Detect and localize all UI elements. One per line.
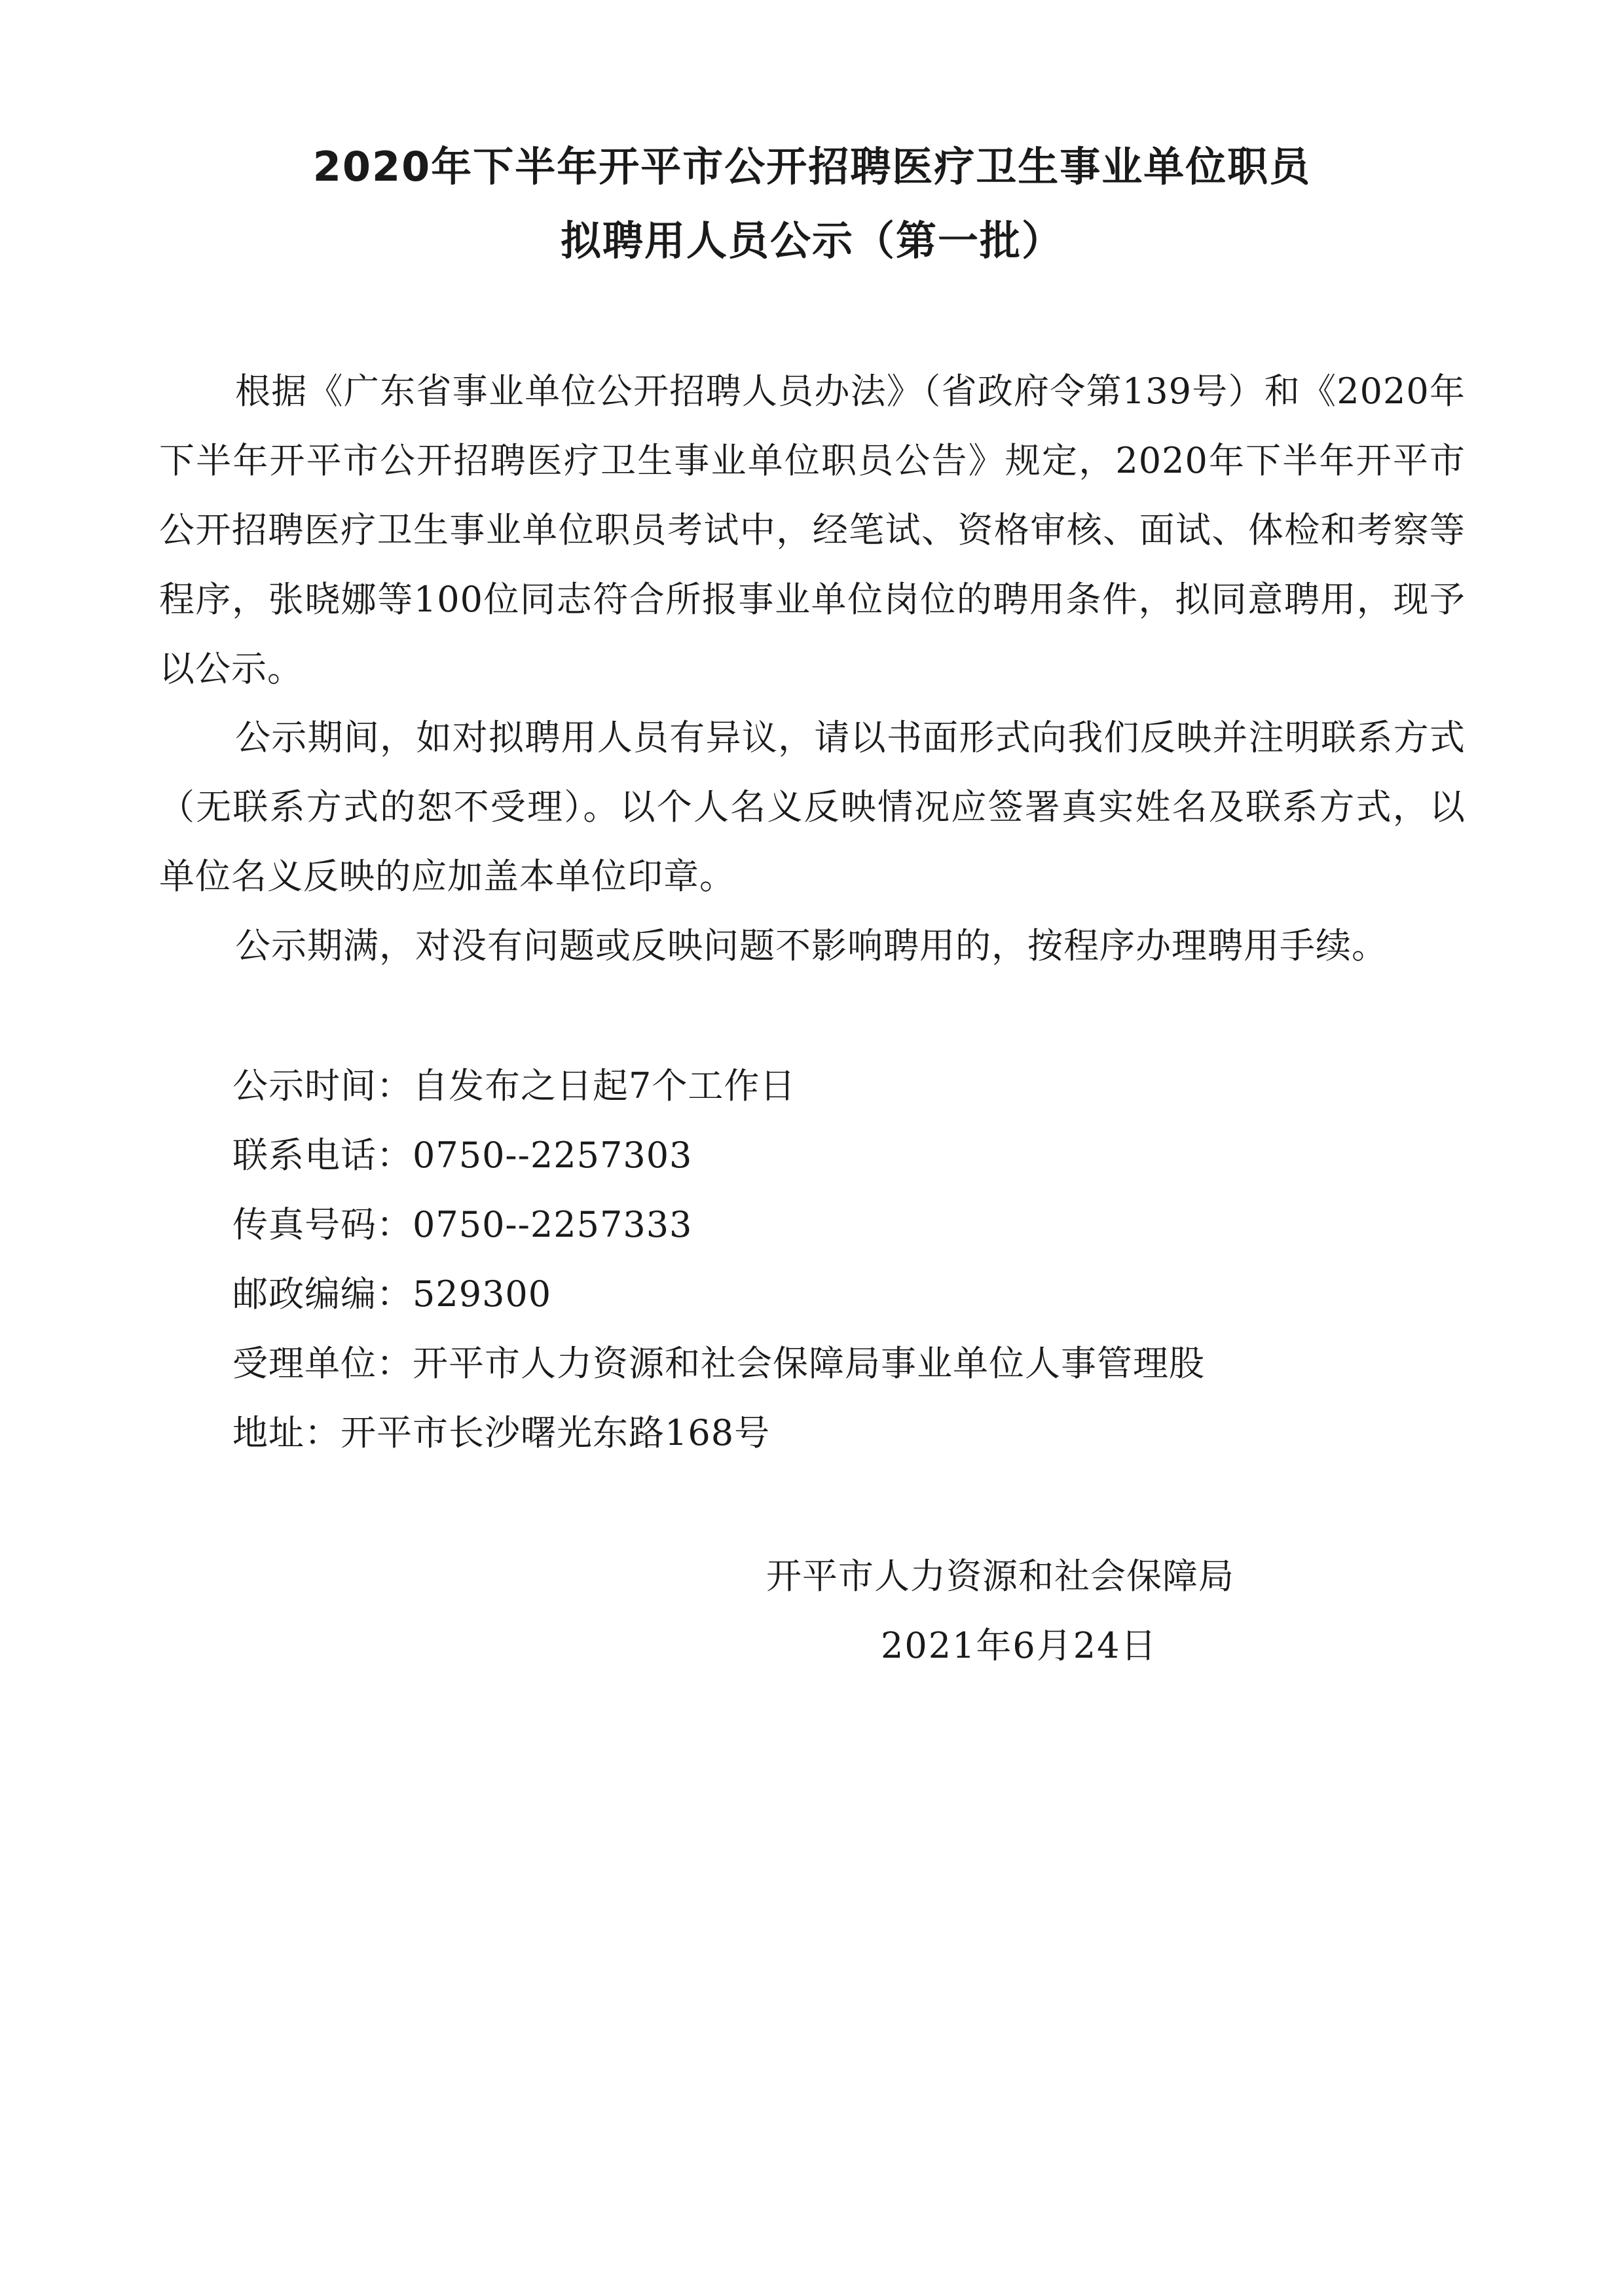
paragraph-procedure: 公示期满，对没有问题或反映问题不影响聘用的，按程序办理聘用手续。 [235,925,1388,966]
info-address: 地址：开平市长沙曙光东路168号 [232,1412,771,1453]
signature-date: 2021年6月24日 [881,1625,1158,1666]
info-publicity-period: 公示时间：自发布之日起7个工作日 [232,1065,796,1106]
info-phone: 联系电话：0750--2257303 [232,1135,693,1176]
info-postcode: 邮政编编：529300 [232,1273,552,1315]
paragraph-objection-notice: 公示期间，如对拟聘用人员有异议，请以书面形式向我们反映并注明联系方式（无联系方式的恕不受理）。以个人名义反映情况应签署真实姓名及联系方式，以单位名义反映的应加盖本单位印章。 [159,717,1466,897]
document-title-line-2: 拟聘用人员公示（第一批） [560,217,1063,264]
info-handling-unit: 受理单位：开平市人力资源和社会保障局事业单位人事管理股 [232,1343,1205,1384]
document-title-line-1: 2020年下半年开平市公开招聘医疗卫生事业单位职员 [312,143,1312,191]
info-fax: 传真号码：0750--2257333 [232,1204,693,1245]
signature-organization: 开平市人力资源和社会保障局 [766,1556,1234,1597]
paragraph-legal-basis: 根据《广东省事业单位公开招聘人员办法》（省政府令第139号）和《2020年下半年开平市公开招聘医疗卫生事业单位职员公告》规定，2020年下半年开平市公开招聘医疗卫生事业单位职员考试中，经笔试、资格审核、面试、体检和考察等程序，张晓娜等100位同志符合所报事业单位岗位的聘用条件，拟同意聘用，现予以公示。 [159,371,1466,689]
